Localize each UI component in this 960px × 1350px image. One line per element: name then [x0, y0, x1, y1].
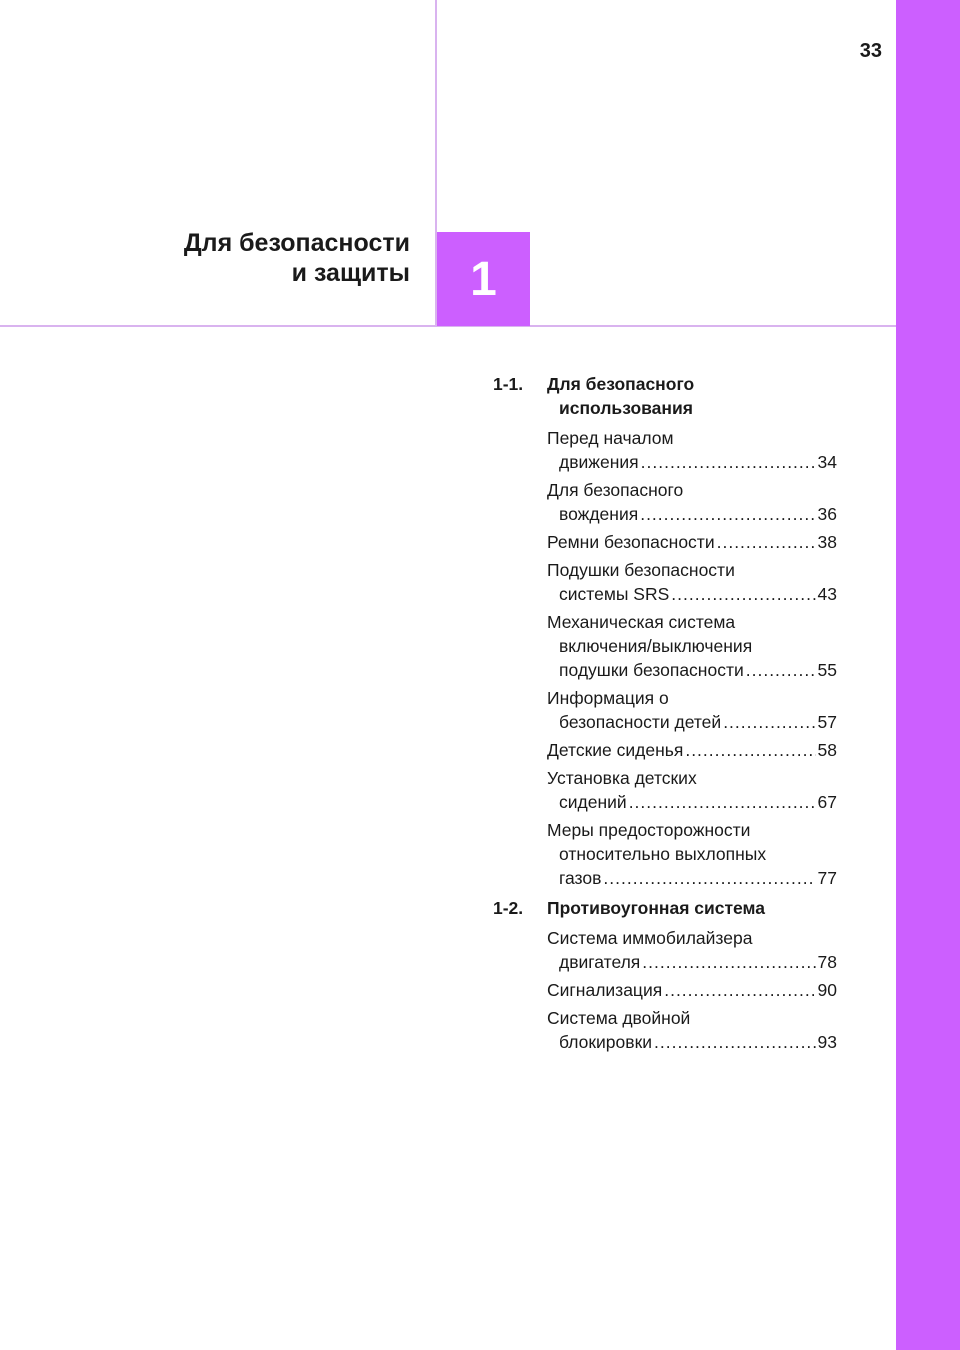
toc-entry-line: относительно выхлопных — [559, 844, 767, 864]
toc-entry-text: двигателя — [559, 952, 641, 972]
toc-section-heading — [493, 896, 837, 920]
toc-entry-text: подушки безопасности — [559, 660, 744, 680]
toc-section-number: 1-2. — [493, 898, 524, 918]
toc-entry-line: Для безопасного — [547, 480, 684, 500]
toc-section-number: 1-1. — [493, 374, 524, 394]
toc-leader-dots — [671, 582, 815, 606]
toc-entry[interactable] — [547, 426, 837, 474]
toc-section — [493, 896, 837, 1054]
toc-entry-last-line — [547, 582, 837, 606]
chapter-number: 1 — [470, 252, 497, 306]
toc-entry-line: Механическая система — [547, 612, 736, 632]
toc-entry-text: газов — [559, 868, 602, 888]
toc-section — [493, 372, 837, 890]
chapter-title-line1: Для безопасности — [183, 229, 410, 257]
toc-entry-page: 36 — [817, 504, 837, 524]
toc-section-heading — [493, 372, 837, 420]
toc-entry-page: 78 — [817, 952, 837, 972]
toc-leader-dots — [685, 738, 815, 762]
toc-section-title — [547, 372, 837, 420]
toc-entry-page: 90 — [817, 980, 837, 1000]
toc-entry-last-line — [547, 866, 837, 890]
toc-entry-line: Система двойной — [547, 1008, 691, 1028]
toc-entry[interactable] — [547, 738, 837, 762]
toc-section-title-line: Противоугонная система — [547, 898, 766, 918]
toc-entry-page: 34 — [817, 452, 837, 472]
toc-entry-last-line — [547, 790, 837, 814]
toc-entry-line: Система иммобилайзера — [547, 928, 753, 948]
chapter-number-box — [437, 232, 530, 326]
toc-entry-last-line — [547, 450, 837, 474]
toc-leader-dots — [629, 790, 816, 814]
toc-leader-dots — [641, 450, 816, 474]
toc-entry-page: 57 — [817, 712, 837, 732]
toc-entry-last-line — [547, 530, 837, 554]
toc-entry-text: Ремни безопасности — [547, 532, 715, 552]
chapter-title — [184, 228, 410, 288]
toc-leader-dots — [654, 1030, 816, 1054]
toc-entry-page: 58 — [817, 740, 837, 760]
toc-entry[interactable] — [547, 558, 837, 606]
page-number: 33 — [859, 40, 882, 62]
toc-entry[interactable] — [547, 686, 837, 734]
toc-entry-text: сидений — [559, 792, 627, 812]
toc-entry-last-line — [547, 658, 837, 682]
toc-entry-page: 43 — [817, 584, 837, 604]
toc-leader-dots — [640, 502, 815, 526]
toc-entry-line: Меры предосторожности — [547, 820, 751, 840]
toc-entry-page: 38 — [817, 532, 837, 552]
toc-entry-last-line — [547, 502, 837, 526]
toc-leader-dots — [664, 978, 815, 1002]
toc-entry-line: Подушки безопасности — [547, 560, 735, 580]
toc-entry-last-line — [547, 710, 837, 734]
toc-entry[interactable] — [547, 978, 837, 1002]
toc-entry-text: Сигнализация — [547, 980, 663, 1000]
toc-entry-text: вождения — [559, 504, 639, 524]
toc-section-title-line: использования — [559, 398, 693, 418]
toc-entry-last-line — [547, 738, 837, 762]
toc-entry-page: 93 — [817, 1032, 837, 1052]
toc-entry-page: 77 — [817, 868, 837, 888]
toc-section-title — [547, 896, 837, 920]
table-of-contents — [493, 372, 837, 1060]
toc-entry-last-line — [547, 1030, 837, 1054]
toc-leader-dots — [723, 710, 815, 734]
toc-entry-last-line — [547, 978, 837, 1002]
toc-leader-dots — [603, 866, 815, 890]
toc-leader-dots — [717, 530, 816, 554]
toc-entry[interactable] — [547, 610, 837, 682]
toc-entry-page: 55 — [817, 660, 837, 680]
toc-entry-line: Информация о — [547, 688, 669, 708]
toc-entry-text: Детские сиденья — [547, 740, 684, 760]
toc-entry[interactable] — [547, 530, 837, 554]
chapter-side-tab — [896, 0, 960, 1350]
toc-entry-line: Перед началом — [547, 428, 674, 448]
toc-entry[interactable] — [547, 1006, 837, 1054]
toc-entry-last-line — [547, 950, 837, 974]
toc-entry[interactable] — [547, 926, 837, 974]
toc-entry[interactable] — [547, 766, 837, 814]
toc-entry[interactable] — [547, 818, 837, 890]
toc-entry-text: движения — [559, 452, 639, 472]
toc-leader-dots — [642, 950, 815, 974]
toc-entry-page: 67 — [817, 792, 837, 812]
toc-entry-line: включения/выключения — [559, 636, 753, 656]
toc-entry-text: блокировки — [559, 1032, 653, 1052]
toc-entry[interactable] — [547, 478, 837, 526]
toc-section-title-line: Для безопасного — [547, 374, 695, 394]
toc-entry-text: безопасности детей — [559, 712, 722, 732]
chapter-title-line2: и защиты — [291, 259, 410, 287]
toc-entry-line: Установка детских — [547, 768, 697, 788]
toc-leader-dots — [746, 658, 816, 682]
toc-entry-text: системы SRS — [559, 584, 670, 604]
